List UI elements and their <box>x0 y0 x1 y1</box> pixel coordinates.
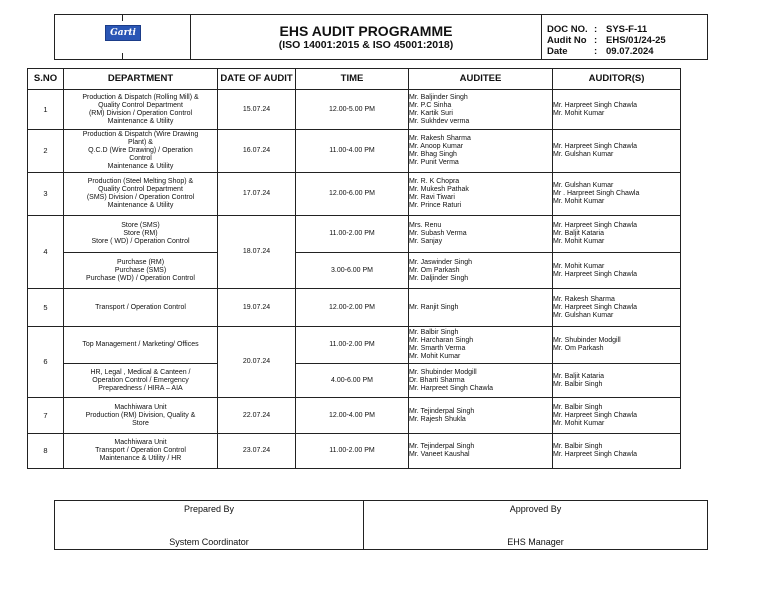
auditee-name: Mr. Harpreet Singh Chawla <box>409 384 494 392</box>
auditee-cell <box>409 216 553 253</box>
auditee-cell <box>409 173 553 216</box>
approved-by-cell <box>364 501 707 549</box>
auditee-name: Mr. Harcharan Singh <box>409 337 474 344</box>
prepared-by-label: Prepared By <box>183 504 235 514</box>
table-row <box>28 398 681 434</box>
audit-number-row <box>547 35 666 46</box>
auditee-name: Mr. Subash Verma <box>409 230 467 237</box>
auditee-name: Mr. Om Parkash <box>409 266 460 274</box>
auditor-name: Mr . Harpreet Singh Chawla <box>553 190 640 197</box>
auditee-name: Mr. Prince Raturi <box>409 202 462 209</box>
auditor-name: Mr. Harpreet Singh Chawla <box>553 303 638 311</box>
doc-number-row <box>547 24 666 35</box>
auditors-cell <box>553 289 681 327</box>
auditors-cell <box>553 90 681 130</box>
auditor-name: Mr. Balbir Singh <box>553 380 603 388</box>
department-line: Quality Control Department <box>98 186 183 193</box>
department-line: Production (RM) Division, Quality & <box>85 411 196 419</box>
approved-by-label: Approved By <box>509 504 562 514</box>
header-time: TIME <box>296 69 409 90</box>
audit-schedule-table <box>27 68 681 469</box>
table-row <box>28 289 681 327</box>
time-cell: 11.00-4.00 PM <box>296 130 409 173</box>
table-row <box>28 364 681 398</box>
audit-number-label: Audit No <box>547 35 587 46</box>
department-line: Maintenance & Utility / HR <box>99 455 182 462</box>
header-date: DATE OF AUDIT <box>218 69 296 90</box>
auditors-cell <box>553 173 681 216</box>
auditors-cell <box>553 130 681 173</box>
time-cell: 12.00-5.00 PM <box>296 90 409 130</box>
doc-info <box>547 24 666 57</box>
auditor-name: Mr. Harpreet Singh Chawla <box>553 451 638 458</box>
time-cell: 12.00-6.00 PM <box>296 173 409 216</box>
department-cell <box>64 90 218 130</box>
auditors-cell <box>553 216 681 253</box>
auditee-name: Mrs. Renu <box>409 222 442 229</box>
auditor-name: Mr. Mohit Kumar <box>553 262 605 270</box>
table-header-row <box>28 69 681 90</box>
doc-number-label: DOC NO. <box>547 24 588 35</box>
audit-date-cell: 22.07.24 <box>218 398 296 434</box>
department-line: Top Management / Marketing/ Offices <box>82 341 199 348</box>
logo-cell <box>55 15 191 59</box>
department-line: Transport / Operation Control <box>95 447 186 454</box>
table-row <box>28 173 681 216</box>
auditor-name: Mr. Baljit Kataria <box>553 230 604 237</box>
department-cell <box>64 289 218 327</box>
department-cell <box>64 398 218 434</box>
auditee-name: Mr. Sukhdev verma <box>409 117 470 125</box>
auditee-cell <box>409 130 553 173</box>
department-line: Q.C.D (Wire Drawing) / Operation <box>88 147 193 154</box>
auditee-cell <box>409 327 553 364</box>
row-sno-cell: 5 <box>28 289 64 327</box>
logo-tick-bottom <box>122 53 123 59</box>
audit-date-cell: 16.07.24 <box>218 130 296 173</box>
department-cell <box>64 216 218 253</box>
row-sno-cell: 2 <box>28 130 64 173</box>
auditor-name: Mr. Harpreet Singh Chawla <box>553 143 638 150</box>
time-cell: 12.00-4.00 PM <box>296 398 409 434</box>
auditee-name: Mr. Punit Verma <box>409 159 459 166</box>
auditee-name: Mr. Baljinder Singh <box>409 93 468 101</box>
department-cell <box>64 327 218 364</box>
auditor-name: Mr. Mohit Kumar <box>553 419 605 427</box>
auditee-name: Mr. Kartik Suri <box>409 109 453 117</box>
auditee-name: Mr. R. K Chopra <box>409 178 460 185</box>
auditee-name: Mr. Rajesh Shukla <box>409 415 466 423</box>
department-line: Store ( WD) / Operation Control <box>91 238 190 245</box>
auditor-name: Mr. Harpreet Singh Chawla <box>553 101 638 109</box>
document-subtitle: (ISO 14001:2015 & ISO 45001:2018) <box>278 39 454 51</box>
header-auditee: AUDITEE <box>409 69 553 90</box>
auditee-cell <box>409 398 553 434</box>
auditee-cell <box>409 253 553 289</box>
table-row <box>28 327 681 364</box>
department-cell <box>64 434 218 469</box>
department-line: Preparedness / HIRA – AIA <box>98 384 183 392</box>
company-logo: Garti <box>105 25 141 41</box>
auditors-cell <box>553 327 681 364</box>
auditee-name: Mr. Jaswinder Singh <box>409 258 473 266</box>
auditor-name: Mr. Rakesh Sharma <box>553 295 615 303</box>
department-line: HR, Legal , Medical & Canteen / <box>90 368 191 376</box>
audit-date-cell: 20.07.24 <box>218 327 296 398</box>
auditor-name: Mr. Gulshan Kumar <box>553 151 614 158</box>
auditor-name: Mr. Balbir Singh <box>553 403 603 411</box>
row-sno-cell: 4 <box>28 216 64 289</box>
table-row <box>28 130 681 173</box>
row-sno-cell: 8 <box>28 434 64 469</box>
department-line: Maintenance & Utility <box>107 117 174 125</box>
department-cell <box>64 364 218 398</box>
department-line: Control <box>129 155 152 162</box>
auditee-name: Mr. Balbir Singh <box>409 329 459 336</box>
time-cell: 3.00-6.00 PM <box>296 253 409 289</box>
department-line: (RM) Division / Operation Control <box>88 109 193 117</box>
row-sno-cell: 6 <box>28 327 64 398</box>
auditors-cell <box>553 364 681 398</box>
auditee-name: Mr. P.C Sinha <box>409 101 452 109</box>
department-line: Operation Control / Emergency <box>92 376 189 384</box>
department-line: Maintenance & Utility <box>107 163 174 170</box>
document-header <box>54 14 708 60</box>
audit-date-cell: 17.07.24 <box>218 173 296 216</box>
department-line: Maintenance & Utility <box>107 202 174 209</box>
approved-by-role: EHS Manager <box>507 537 564 547</box>
table-row <box>28 90 681 130</box>
logo-tick-top <box>122 15 123 21</box>
auditor-name: Mr. Gulshan Kumar <box>553 311 614 319</box>
department-cell <box>64 173 218 216</box>
auditors-cell <box>553 398 681 434</box>
auditor-name: Mr. Shubinder Modgill <box>553 337 621 344</box>
department-line: (SMS) Division / Operation Control <box>86 194 195 201</box>
department-line: Plant) & <box>128 139 153 146</box>
auditee-name: Mr. Tejinderpal Singh <box>409 443 475 450</box>
signature-block <box>54 500 708 550</box>
department-line: Production & Dispatch (Rolling Mill) & <box>82 93 199 101</box>
auditee-cell <box>409 289 553 327</box>
title-cell <box>191 15 542 59</box>
auditee-name: Mr. Bhag Singh <box>409 151 457 158</box>
department-line: Purchase (SMS) <box>114 266 167 274</box>
department-line: Machhiwara Unit <box>114 439 167 446</box>
department-cell <box>64 253 218 289</box>
auditee-name: Mr. Ranjit Singh <box>409 303 459 311</box>
audit-date-cell: 19.07.24 <box>218 289 296 327</box>
department-cell <box>64 130 218 173</box>
audit-date-cell: 15.07.24 <box>218 90 296 130</box>
prepared-by-role: System Coordinator <box>169 537 249 547</box>
time-cell: 11.00-2.00 PM <box>296 327 409 364</box>
audit-number-sep: : <box>594 35 598 46</box>
department-line: Quality Control Department <box>98 101 183 109</box>
auditor-name: Mr. Gulshan Kumar <box>553 182 614 189</box>
department-line: Machhiwara Unit <box>114 403 167 411</box>
table-row <box>28 434 681 469</box>
row-sno-cell: 3 <box>28 173 64 216</box>
auditors-cell <box>553 434 681 469</box>
doc-date-value: 09.07.2024 <box>606 46 654 57</box>
prepared-by-cell <box>55 501 364 549</box>
auditee-name: Mr. Shubinder Modgill <box>409 368 477 376</box>
department-line: Production & Dispatch (Wire Drawing <box>82 131 199 138</box>
table-row <box>28 253 681 289</box>
department-line: Purchase (WD) / Operation Control <box>86 274 195 282</box>
doc-date-sep: : <box>594 46 598 57</box>
time-cell: 4.00-6.00 PM <box>296 364 409 398</box>
auditor-name: Mr. Harpreet Singh Chawla <box>553 222 638 229</box>
auditee-cell <box>409 90 553 130</box>
auditee-name: Mr. Mukesh Pathak <box>409 186 469 193</box>
auditee-name: Mr. Ravi Tiwari <box>409 194 455 201</box>
header-auditors: AUDITOR(S) <box>553 69 681 90</box>
time-cell: 11.00-2.00 PM <box>296 216 409 253</box>
auditors-cell <box>553 253 681 289</box>
auditee-name: Mr. Daljinder Singh <box>409 274 469 282</box>
row-sno-cell: 7 <box>28 398 64 434</box>
doc-date-row <box>547 46 666 57</box>
doc-date-label: Date <box>547 46 568 57</box>
header-sno: S.NO <box>28 69 64 90</box>
auditee-name: Mr. Anoop Kumar <box>409 143 464 150</box>
audit-number-value: EHS/01/24-25 <box>606 35 666 46</box>
auditor-name: Mr. Mohit Kumar <box>553 198 605 205</box>
auditor-name: Mr. Balbir Singh <box>553 443 603 450</box>
auditee-name: Mr. Tejinderpal Singh <box>409 407 475 415</box>
time-cell: 11.00-2.00 PM <box>296 434 409 469</box>
auditor-name: Mr. Om Parkash <box>553 345 604 352</box>
department-line: Store <box>132 419 149 427</box>
auditee-name: Mr. Sanjay <box>409 238 443 245</box>
auditee-cell <box>409 434 553 469</box>
department-line: Purchase (RM) <box>116 258 165 266</box>
auditor-name: Mr. Mohit Kumar <box>553 238 605 245</box>
auditee-name: Mr. Mohit Kumar <box>409 353 461 360</box>
auditee-name: Mr. Rakesh Sharma <box>409 135 471 142</box>
table-row <box>28 216 681 253</box>
header-department: DEPARTMENT <box>64 69 218 90</box>
department-line: Store (RM) <box>123 230 158 237</box>
auditee-name: Mr. Vaneet Kaushal <box>409 451 470 458</box>
audit-date-cell: 18.07.24 <box>218 216 296 289</box>
department-line: Production (Steel Melting Shop) & <box>87 178 194 185</box>
doc-number-value: SYS-F-11 <box>606 24 648 35</box>
auditor-name: Mr. Harpreet Singh Chawla <box>553 270 638 278</box>
table-body <box>28 90 681 469</box>
auditor-name: Mr. Mohit Kumar <box>553 109 605 117</box>
auditee-cell <box>409 364 553 398</box>
audit-date-cell: 23.07.24 <box>218 434 296 469</box>
row-sno-cell: 1 <box>28 90 64 130</box>
department-line: Store (SMS) <box>121 222 160 229</box>
auditor-name: Mr. Baljit Kataria <box>553 372 604 380</box>
auditee-name: Mr. Smarth Verma <box>409 345 466 352</box>
auditee-name: Dr. Bharti Sharma <box>409 376 465 384</box>
time-cell: 12.00-2.00 PM <box>296 289 409 327</box>
auditor-name: Mr. Harpreet Singh Chawla <box>553 411 638 419</box>
doc-number-sep: : <box>594 24 598 35</box>
document-title: EHS AUDIT PROGRAMME <box>279 23 453 39</box>
department-line: Transport / Operation Control <box>95 303 186 311</box>
